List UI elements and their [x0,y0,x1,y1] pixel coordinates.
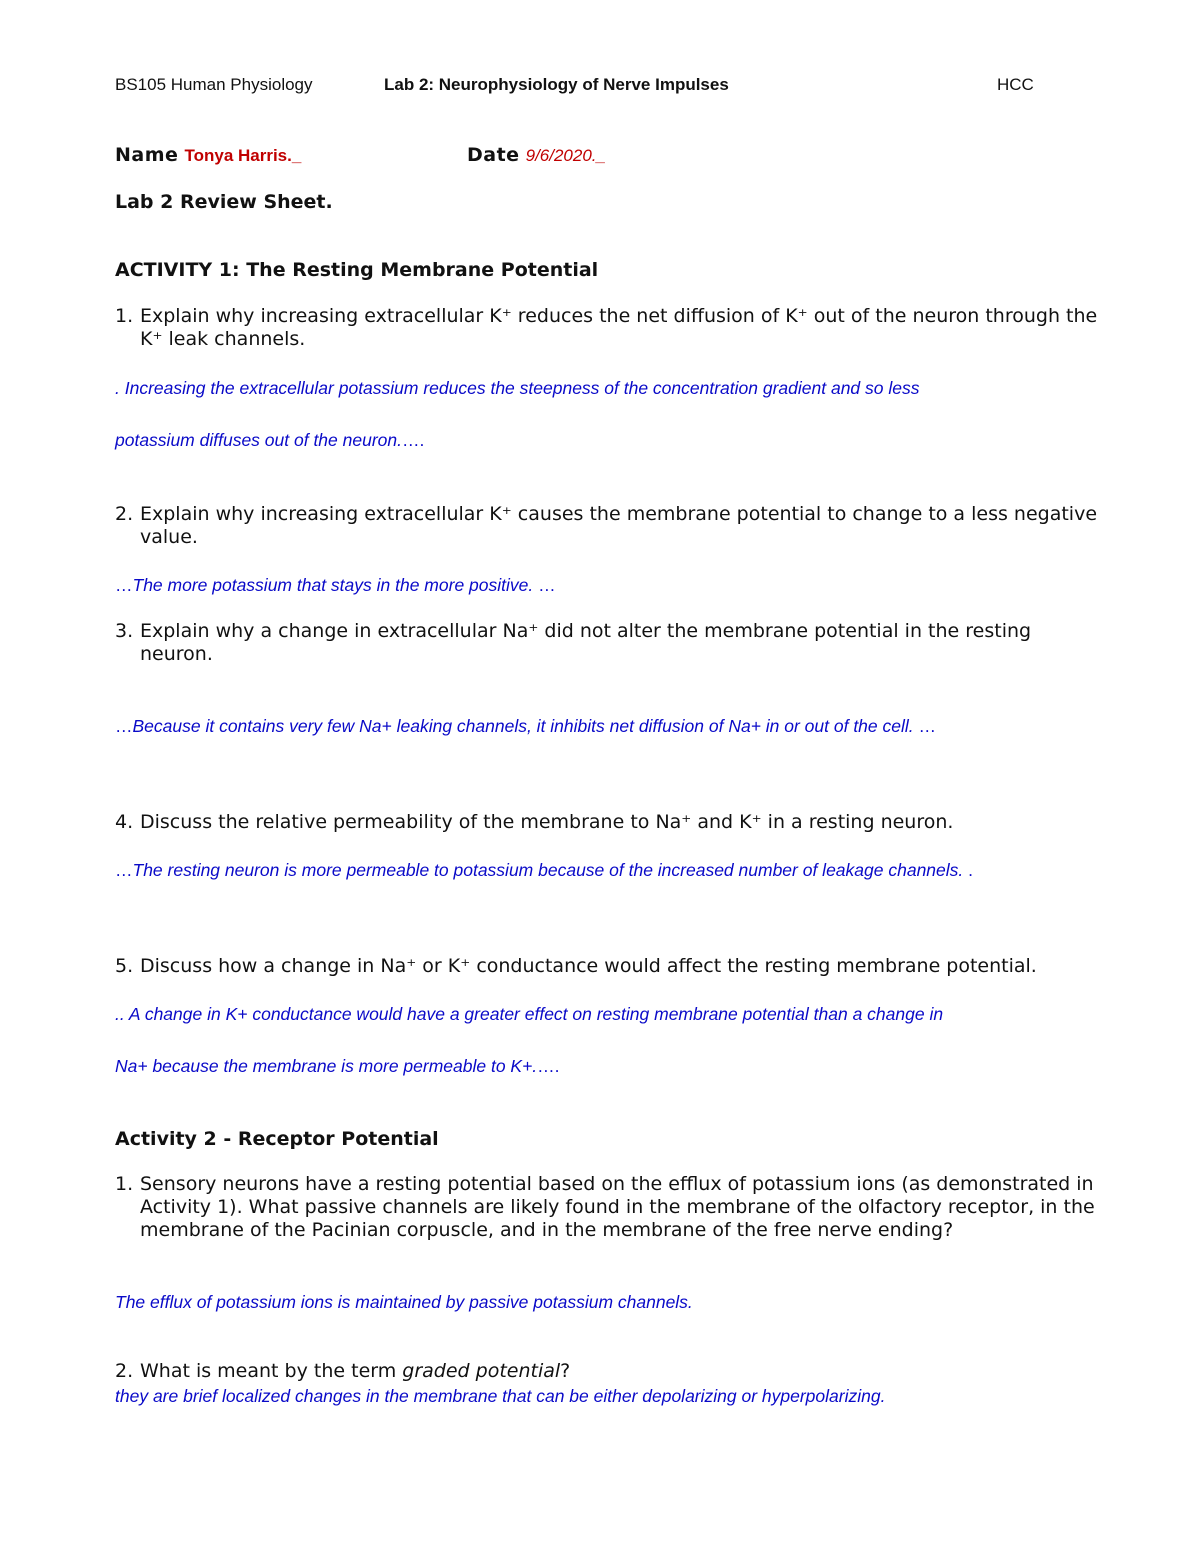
question-text: Explain why increasing extracellular K⁺ reduces the net diffusion of K⁺ out of the neuron through the K⁺ leak channels. [140,305,1098,350]
activity1-answer-5-line2 [115,1056,560,1077]
activity1-question-4 [115,811,1105,834]
activity1-title: ACTIVITY 1: The Resting Membrane Potential [115,259,599,281]
answer-text: Because it contains very few Na+ leaking channels, it inhibits net diffusion of Na+ in or out of the cell. [132,716,914,736]
question-text: Discuss the relative permeability of the membrane to Na⁺ and K⁺ in a resting neuron. [140,811,954,833]
header-lab-title: Lab 2: Neurophysiology of Nerve Impulses [384,75,729,94]
answer-tail: …. [537,1056,560,1076]
activity2-answer-1: The efflux of potassium ions is maintained by passive potassium channels. [115,1292,693,1312]
answer-tail: … [913,716,937,736]
answer-text: Na+ because the membrane is more permeable to K+. [115,1056,538,1076]
date-line [467,144,606,166]
activity2-question-2 [115,1360,1105,1383]
answer-lead: … [115,716,133,736]
activity1-question-2 [115,503,1105,549]
activity1-answer-3 [115,716,936,737]
answer-lead: … [115,575,133,595]
activity1-question-3 [115,620,1105,666]
header-course: BS105 Human Physiology [115,75,313,94]
answer-text: The more potassium that stays in the more positive. [132,575,534,595]
activity1-answer-4 [115,860,973,881]
question-number: 2. [115,1360,134,1382]
question-text-emphasis: graded potential [402,1360,561,1382]
header-school: HCC [997,75,1034,94]
name-value: Tonya Harris._ [184,146,302,165]
question-text-after: ? [560,1360,571,1382]
date-label: Date [467,144,520,166]
activity1-answer-1-line1: . Increasing the extracellular potassium reduces the steepness of the concentration gradient and so less [115,378,920,398]
question-text: Explain why a change in extracellular Na⁺ did not alter the membrane potential in the resting neuron. [140,620,1032,665]
answer-text: potassium diffuses out of the neuron. [115,430,402,450]
question-number: 5. [115,955,134,977]
question-number: 1. [115,1173,134,1195]
activity1-answer-2 [115,575,556,596]
question-number: 3. [115,620,134,642]
answer-tail: … [533,575,556,595]
activity1-answer-1-line2 [115,430,424,451]
name-line [115,144,301,166]
activity1-question-1 [115,305,1105,351]
question-text-before: What is meant by the term [140,1360,403,1382]
activity2-title: Activity 2 - Receptor Potential [115,1128,439,1150]
question-text [115,1360,1105,1383]
answer-lead: … [115,860,133,880]
question-number: 1. [115,305,134,327]
activity1-answer-5-line1: .. A change in K+ conductance would have a greater effect on resting membrane potential than a change in [115,1004,944,1024]
question-text: Discuss how a change in Na⁺ or K⁺ conductance would affect the resting membrane potential. [140,955,1037,977]
activity2-question-1 [115,1173,1105,1242]
question-number: 4. [115,811,134,833]
sheet-title: Lab 2 Review Sheet. [115,191,333,213]
activity2-answer-2: they are brief localized changes in the membrane that can be either depolarizing or hyperpolarizing. [115,1386,886,1406]
question-number: 2. [115,503,134,525]
answer-text: The resting neuron is more permeable to potassium because of the increased number of leakage channels. [132,860,964,880]
name-label: Name [115,144,179,166]
question-text: Explain why increasing extracellular K⁺ causes the membrane potential to change to a less negative value. [140,503,1098,548]
question-text: Sensory neurons have a resting potential based on the efflux of potassium ions (as demonstrated in Activity 1). What passive channels are likely found in the membrane of the olfactory receptor, in the membrane of the Pacinian corpuscle, and in the membrane of the free nerve ending? [140,1173,1095,1241]
answer-tail: …. [401,430,425,450]
answer-tail: . [963,860,973,880]
activity1-question-5 [115,955,1105,978]
date-value: 9/6/2020._ [525,146,606,165]
